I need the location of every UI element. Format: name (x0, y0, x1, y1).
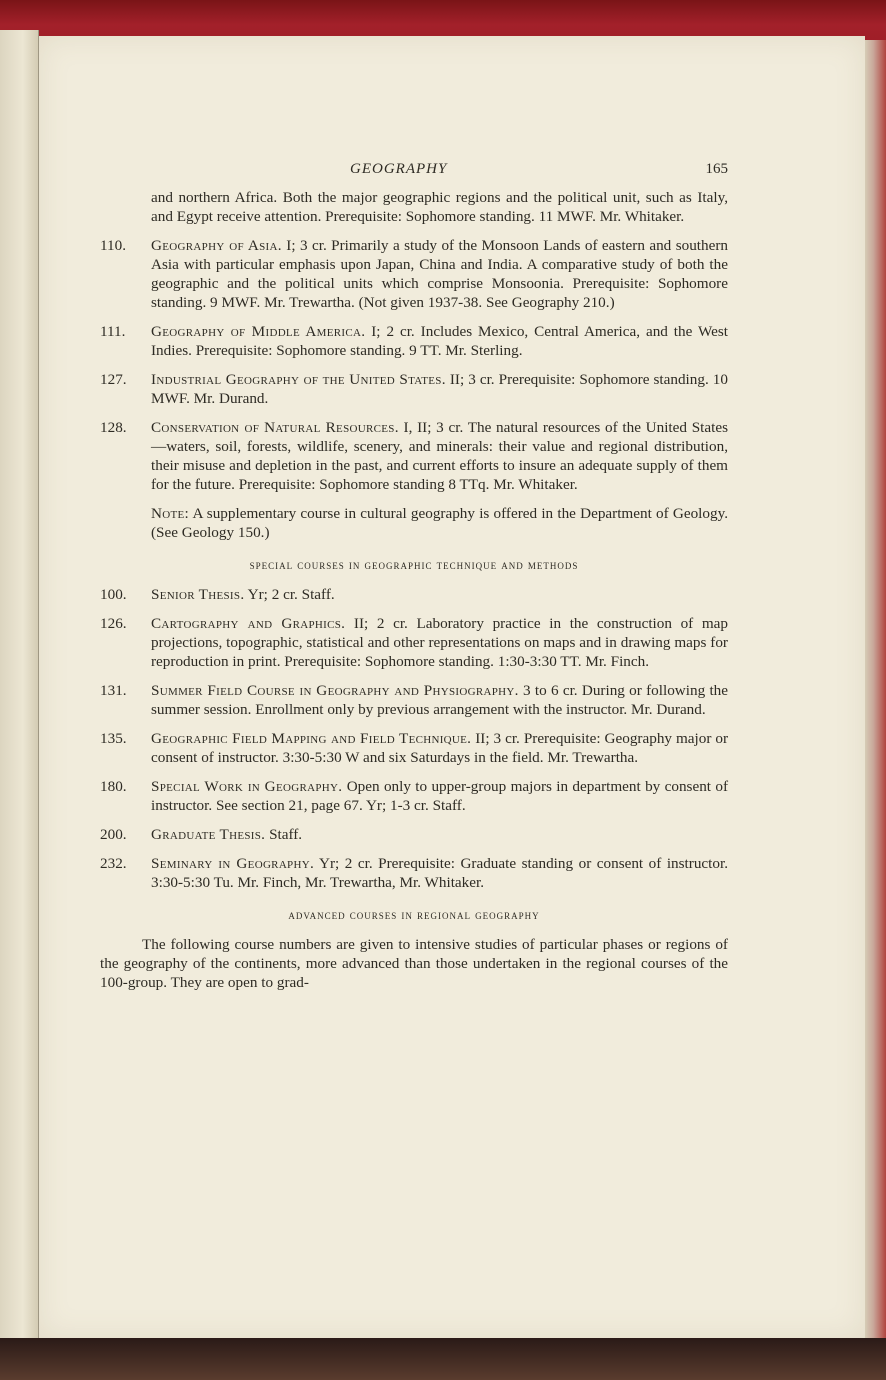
note-label: Note: (151, 505, 190, 522)
course-number: 111. (100, 323, 126, 340)
course-number: 131. (100, 682, 127, 699)
course-number: 232. (100, 855, 127, 872)
page-edge (865, 40, 886, 1340)
course-description: II; 3 cr. Prerequisite: Sophomore standing. 10 MWF. Mr. Durand. (151, 371, 728, 407)
page-number: 165 (705, 161, 728, 177)
course-number: 180. (100, 778, 127, 795)
course-entry (100, 854, 728, 892)
course-title: Special Work in Geography. (151, 778, 343, 795)
continuation-paragraph: and northern Africa. Both the major geographic regions and the political unit, such as Italy, and Egypt receive attention. Prerequisite: Sophomore standing. 11 MWF. Mr. Whitaker. (151, 189, 728, 225)
course-number: 200. (100, 826, 127, 843)
course-description: 3 to 6 cr. During or following the summer session. Enrollment only by previous arrangement with the instructor. Mr. Durand. (151, 682, 728, 718)
course-entry (100, 418, 728, 494)
course-entry (100, 585, 728, 604)
course-entry (100, 777, 728, 815)
course-entry (100, 236, 728, 312)
course-description: Open only to upper-group majors in department by consent of instructor. See section 21, page 67. Yr; 1-3 cr. Staff. (151, 778, 729, 814)
course-title: Conservation of Natural Resources. (151, 419, 399, 436)
section-heading-technique: special courses in geographic technique and methods (249, 558, 579, 572)
course-number: 127. (100, 371, 127, 388)
course-title: Geographic Field Mapping and Field Technique. (151, 730, 472, 747)
course-entry (100, 614, 728, 671)
course-title: Graduate Thesis. (151, 826, 266, 843)
course-title: Geography of Asia. (151, 237, 282, 254)
course-description: II; 2 cr. Laboratory practice in the construction of map projections, topographic, statistical and other representations on maps and in drawing maps for reproduction in print. Prerequisite: Sophomore standing. 1:30-3:30 TT. Mr. Finch. (151, 615, 729, 670)
course-entry (100, 322, 728, 360)
course-entry (100, 729, 728, 767)
note-paragraph (151, 504, 728, 542)
course-number: 100. (100, 586, 127, 603)
course-entry (100, 681, 728, 719)
course-description: Yr; 2 cr. Prerequisite: Graduate standing or consent of instructor. 3:30-5:30 Tu. Mr. Finch, Mr. Trewartha, Mr. Whitaker. (151, 855, 728, 891)
course-title: Geography of Middle America. (151, 323, 366, 340)
course-description: Staff. (269, 826, 303, 843)
course-description: II; 3 cr. Prerequisite: Geography major or consent of instructor. 3:30-5:30 W and six Saturdays in the field. Mr. Trewartha. (151, 730, 729, 766)
course-title: Seminary in Geography. (151, 855, 315, 872)
facing-page-edge (0, 30, 39, 1340)
course-title: Summer Field Course in Geography and Physiography. (151, 682, 519, 699)
course-entry (100, 825, 728, 844)
course-description: I; 3 cr. Primarily a study of the Monsoon Lands of eastern and southern Asia with particular emphasis upon Japan, China and India. A comparative study of both the geographic and the political units which comprise Monsoonia. Prerequisite: Sophomore standing. 9 MWF. Mr. Trewartha. (Not given 1937-38. See Geography 210.) (151, 237, 729, 311)
course-number: 128. (100, 419, 127, 436)
running-head: GEOGRAPHY (350, 161, 448, 177)
page-header (100, 160, 728, 184)
course-description: I, II; 3 cr. The natural resources of the United States—waters, soil, forests, wildlife, scenery, and minerals: their value and regional distribution, their misuse and depletion in the past, and current efforts to insure an adequate supply of them for the future. Prerequisite: Sophomore standing 8 TTq. Mr. Whitaker. (151, 419, 728, 493)
course-number: 126. (100, 615, 127, 632)
page-content (100, 160, 728, 992)
note-text: A supplementary course in cultural geography is offered in the Department of Geology. (See Geology 150.) (151, 505, 728, 541)
background-strip (0, 1338, 886, 1380)
course-number: 135. (100, 730, 127, 747)
course-description: Yr; 2 cr. Staff. (247, 586, 335, 603)
course-number: 110. (100, 237, 127, 254)
course-title: Industrial Geography of the United States. (151, 371, 446, 388)
course-entry (100, 370, 728, 408)
course-title: Cartography and Graphics. (151, 615, 346, 632)
technique-course-list (100, 585, 728, 892)
section-heading-regional: advanced courses in regional geography (288, 908, 540, 922)
intro-paragraph: The following course numbers are given to intensive studies of particular phases or regions of the geography of the continents, more advanced than those undertaken in the regional courses of the 100-group. They are open to grad- (100, 936, 728, 991)
course-title: Senior Thesis. (151, 586, 245, 603)
course-description: I; 2 cr. Includes Mexico, Central America, and the West Indies. Prerequisite: Sophomore standing. 9 TT. Mr. Sterling. (151, 323, 729, 359)
course-list (100, 236, 728, 494)
